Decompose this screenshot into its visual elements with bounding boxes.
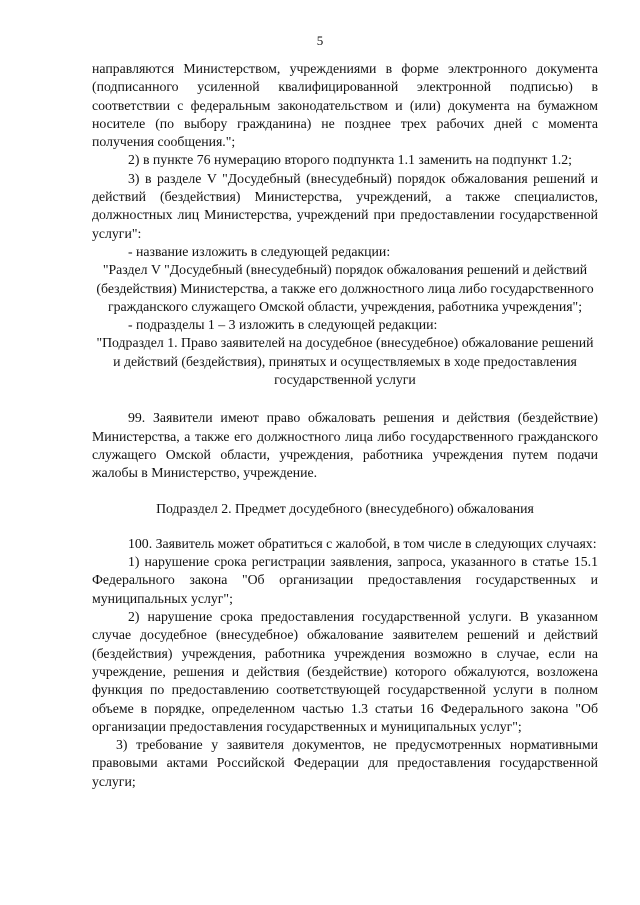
paragraph-title-instruction: - название изложить в следующей редакции: [128, 243, 391, 259]
page-number: 5 [316, 33, 324, 48]
paragraph-item-2: 2) в пункте 76 нумерацию второго подпункта 1.1 заменить на подпункт 1.2; [128, 152, 572, 168]
subsection-2-heading: Подраздел 2. Предмет досудебного (внесудебного) обжалования [156, 500, 534, 516]
paragraph-100: 100. Заявитель может обратиться с жалобой, в том числе в следующих случаях: [128, 535, 597, 551]
section-title-quote: "Раздел V "Досудебный (внесудебный) порядок обжалования решений и действий (бездействия) Министерства, а также его должностного лица либо государственного гражданского служащего Омской области, учреждения, работника учреждения"; [96, 262, 594, 314]
list-item-3: 3) требование у заявителя документов, не предусмотренных нормативными правовыми актами Российской Федерации для предоставления государственной услуги; [92, 737, 598, 789]
subsection-1-heading: "Подраздел 1. Право заявителей на досудебное (внесудебное) обжалование решений и действий (бездействия), принятых и осуществляемых в ходе предоставления государственной услуги [96, 335, 594, 388]
paragraph-continuation: направляются Министерством, учреждениями в форме электронного документа (подписанного усиленной квалифицированной электронной подписью) в соответствии с федеральным законодательством и (или) документа на бумажном носителе (по выбору гражданина) не позднее трех рабочих дней с момента получения сообщения."; [92, 61, 598, 150]
document-body [92, 60, 598, 791]
list-item-1: 1) нарушение срока регистрации заявления, запроса, указанного в статье 15.1 Федерального закона "Об организации предоставления государственных и муниципальных услуг"; [92, 554, 598, 606]
list-item-2: 2) нарушение срока предоставления государственной услуги. В указанном случае досудебное (внесудебное) обжалование заявителем решений и действий (бездействия) учреждения, работника учреждения возможно в случае, если на учреждение, решения и действия (бездействие) которого обжалуются, возложена функция по предоставлению соответствующей государственной услуги в полном объеме в порядке, определенном частью 1.3 статьи 16 Федерального закона "Об организации предоставления государственных и муниципальных услуг"; [92, 609, 598, 734]
paragraph-subsections-instruction: - подразделы 1 – 3 изложить в следующей редакции: [128, 317, 438, 333]
paragraph-99: 99. Заявители имеют право обжаловать решения и действия (бездействие) Министерства, а также его должностного лица либо государственного гражданского служащего Омской области, учреждения, работника учреждения путем подачи жалобы в Министерство, учреждение. [92, 410, 598, 481]
paragraph-item-3: 3) в разделе V "Досудебный (внесудебный) порядок обжалования решений и действий (бездействия) Министерства, учреждений, а также специалистов, должностных лиц Министерства, учреждений при предоставлении государственной услуги": [92, 170, 598, 241]
